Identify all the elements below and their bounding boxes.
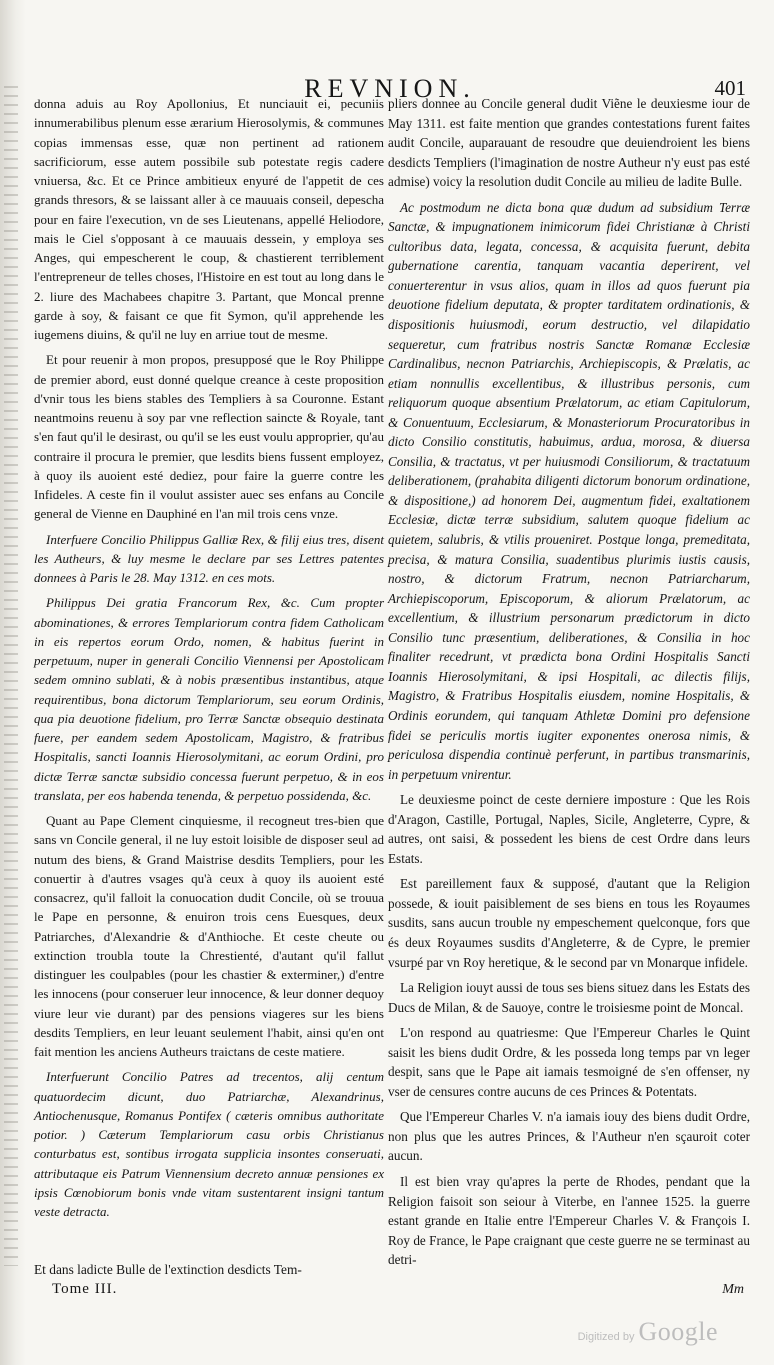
paragraph: donna aduis au Roy Apollonius, Et nunciauit ei, pecuniis innumerabilibus plenum esse ærarium Hierosolymis, & communes copias immensas esse, quæ non pertinent ad rationem sacrificiorum, esse autem possibile sub potestate regis cadere vniuersa, &c. Et ce Prince ambitieux enyuré de l'appetit de ces grands thresors, & se laissant aller à ce mauuais conseil, depescha pour en faire l'execution, vn de ses Lieutenans, appellé Heliodore, mais le Ciel s'opposant à ce mauuais dessein, y employa ses Anges, qui empescherent le coup, & chastierent terriblement l'entrepreneur de telles choses, l'Histoire en est tout au long dans le 2. liure des Machabees chapitre 3. Partant, que Moncal prenne garde à soy, & faisant ce que fit Symon, qu'il apprehende les iugemens diuins, & qu'il ne luy en arriue tout de mesme. [34, 96, 384, 342]
left-column [34, 94, 384, 1221]
binding-gutter [0, 0, 26, 1365]
paragraph: Quant au Pape Clement cinquiesme, il recogneut tres-bien que sans vn Concile general, il ne luy estoit loisible de disposer seul ad nutum des biens, & Grand Maistrise desdits Templiers, pour les conuertir à d'autres vsages qu'à ceux à quoy ils auoient esté consacrez, qu'il falloit la conuocation dudit Concile, où se trouua le Pape en personne, & enuiron trois cens Euesques, deux Patriarches, d'Alexandrie & d'Anthioche. Et ceste cheute ou extinction troubla toute la Chrestienté, d'autant qu'il fallut distinguer les coulpables (pour les chastier & exterminer,) d'entre les innocens (pour conseruer leur innocence, & leur donner dequoy viure leur vie durant) par des pensions viageres sur les biens desdits Templiers, en leur leuant seulement l'habit, ainsi qu'en ont fait mention les anciens Autheurs traictans de ceste matiere. [34, 813, 384, 1059]
paragraph: pliers donnee au Concile general dudit Viẽne le deuxiesme iour de May 1311. est faite mention que grandes contestations furent faites audit Concile, auparauant de resoudre que deuiendroient les biens desdicts Templiers (l'imagination de nostre Autheur n'y eust pas esté admise) voicy la resolution dudit Concile au milieu de ladite Bulle. [388, 96, 750, 190]
running-title: REVNION. [304, 74, 476, 103]
watermark-prefix: Digitized by [577, 1331, 635, 1343]
paragraph: L'on respond au quatriesme: Que l'Empereur Charles le Quint saisit les biens dudit Ordre, & les posseda long temps par vn leger despit, sans que le Pape ait iamais tesmoigné de s'en offenser, ny vser de censures contre aucuns de ces Princes & Potentats. [388, 1025, 750, 1099]
signature-mark: Mm [722, 1282, 744, 1297]
latin-quotation: Interfuere Concilio Philippus Galliæ Rex, & filij eius tres, disent les Autheurs, & luy mesme le declare par ses Lettres patentes donnees à Paris le 28. May 1312. en ces mots. [34, 531, 384, 585]
right-column [388, 94, 750, 1270]
latin-quotation: Interfuerunt Concilio Patres ad trecentos, alij centum quatuordecim dicunt, duo Patriarchæ, Alexandrinus, Antiochenusque, Romanus Pontifex ( cæteris omnibus authoritate potior. ) Cæterum Templariorum casu orbis Christianus conturbatus est, sontibus irrogata supplicia insontes conseruati, attributaque eis Patrum Viennensium decreto annuæ pensiones ex ipsis Cœnobiorum bonis vnde vitam sustentarent insigni tantum veste detracta. [34, 1069, 384, 1219]
paragraph: Et pour reuenir à mon propos, presupposé que le Roy Philippe de premier abord, eust donné quelque creance à ceste proposition d'vnir tous les biens stables des Templiers à sa Couronne. Estant neantmoins reuenu à soy par vne reflection saincte & Royale, tant s'en faut qu'il le desirast, ou qu'il se les eust voulu approprier, qu'au contraire il procura le premier, que lesdits biens fussent employez, à quoy ils auoient esté dediez, pour faire la guerre contre les Infideles. A ceste fin il voulut assister auec ses enfans au Concile general de Vienne en Dauphiné en l'an mil trois cens vnze. [34, 352, 384, 522]
latin-quotation: Philippus Dei gratia Francorum Rex, &c. Cum propter abominationes, & errores Templariorum contra fidem Catholicam in eis repertos eorum Ordo, nomen, & habitus fuerint in perpetuum, nuper in generali Concilio Viennensi per Apostolicam sedem omnino sublati, & à nobis præsentibus instantibus, atque requirentibus, bona dictorum Templariorum, seu eorum Ordinis, qua pia deuotione fidelium, pro Terræ Sanctæ obsequio destinata fuere, per eandem sedem Apostolicam, Magistro, & fratribus Hospitalis, sancti Ioannis Hierosolymitani, ac eorum Ordini, pro dictæ Terræ sanctæ subsidio concessa fuerunt perpetuo, & in eos translata, per eos habenda tenenda, & perpetuo possidenda, &c. [34, 595, 384, 803]
left-column-end [34, 1260, 384, 1300]
closing-line: Et dans ladicte Bulle de l'extinction desdicts Tem- [34, 1262, 302, 1277]
digitization-watermark [578, 1317, 718, 1347]
gutter-marks [4, 86, 18, 1266]
page-number: 401 [714, 76, 746, 100]
volume-label: Tome III. [52, 1280, 118, 1297]
paragraph: Que l'Empereur Charles V. n'a iamais iouy des biens dudit Ordre, non plus que les autres Princes, & l'Autheur n'en sçauroit coter aucun. [388, 1109, 750, 1164]
paragraph: Il est bien vray qu'apres la perte de Rhodes, pendant que la Religion faisoit son seiour à Viterbe, en l'annee 1525. la guerre estant grande en Italie entre l'Empereur Charles V. & François I. Roy de France, le Pape craignant que ceste guerre ne se terminast au detri- [388, 1173, 750, 1268]
latin-quotation: Ac postmodum ne dicta bona quæ dudum ad subsidium Terræ Sanctæ, & impugnationem inimicorum fidei Christianæ à Christi cultoribus data, legata, concessa, & acquisita fuerunt, debita gubernatione carentia, tanquam vacantia deperirent, vel conuerterentur in vsus alios, quam in illos ad quos fuerunt pia deuotione fidelium deputata, & propter tarditatem ordinationis, & dispositionis huiusmodi, eorum destructio, vel dilapidatio sequeretur, cum fratribus nostris Sanctæ Romanæ Ecclesiæ Cardinalibus, necnon Patriarchis, Archiepiscopis, & Prælatis, ac etiam nonnullis excellentibus, & illustribus personis, cum reliquorum quoque absentium Prælatorum, ac etiam Capitulorum, & Conuentuum, Ecclesiarum, & Monasteriorum Procuratoribus in dicto Consilio constitutis, habuimus, ardua, morosa, & diuersa Consilia, & tractatus, vt per huiusmodi Consiliorum, & tractatuum deliberationem, (prahabita diligenti dictorum bonorum ordinatione, & dispositione,) ad honorem Dei, augmentum fidei, exaltationem Ecclesiæ, dictæ terræ subsidium, salutem quoque fidelium ac quietem, salubris, & vtilis proueniret. Postque longa, premeditata, precisa, & matura Consilia, suadentibus plurimis iustis causis, nostro, & dictorum Fratrum, necnon Patriarcharum, Archiepiscoporum, Episcoporum, & aliorum Prælatorum, ac excellentium, & illustrium personarum prædictorum in dicto Consilio tunc præsentium, deliberationes, & Consilia in hoc finaliter recedrunt, vt prædicta bona Ordini Hospitalis Sancti Ioannis Hierosolymitani, & ipsi Hospitali, ac dilectis filijs, Magistro, & Fratribus Hospitalis eiusdem, nomine Hospitalis, & Ordinis eorundem, qui tanquam Athletæ Domini pro defensione fidei se periculis mortis iugiter exponentes onerosa nimis, & periculosa dispendia continuè perferunt, in partibus transmarinis, in perpetuum vnirentur. [388, 199, 750, 782]
paragraph: La Religion iouyt aussi de tous ses biens situez dans les Estats des Ducs de Milan, & de Sauoye, contre le troisiesme point de Moncal. [388, 980, 750, 1015]
paragraph: Est pareillement faux & supposé, d'autant que la Religion possede, & iouit paisiblement de ses biens en tous les Royaumes susdits, sans aucun trouble ny empeschement quelconque, fors que és deux Royaumes susdits d'Angleterre, & de Cypre, le premier vsurpé par vn Roy heretique, & le second par vn Monarque infidele. [388, 876, 750, 970]
google-logo: Google [638, 1317, 718, 1346]
paragraph: Le deuxiesme poinct de ceste derniere imposture : Que les Rois d'Aragon, Castille, Portugal, Naples, Sicile, Angleterre, Cypre, & autres, ont saisi, & possedent les biens de cest Ordre dans leurs Estats. [388, 792, 750, 866]
